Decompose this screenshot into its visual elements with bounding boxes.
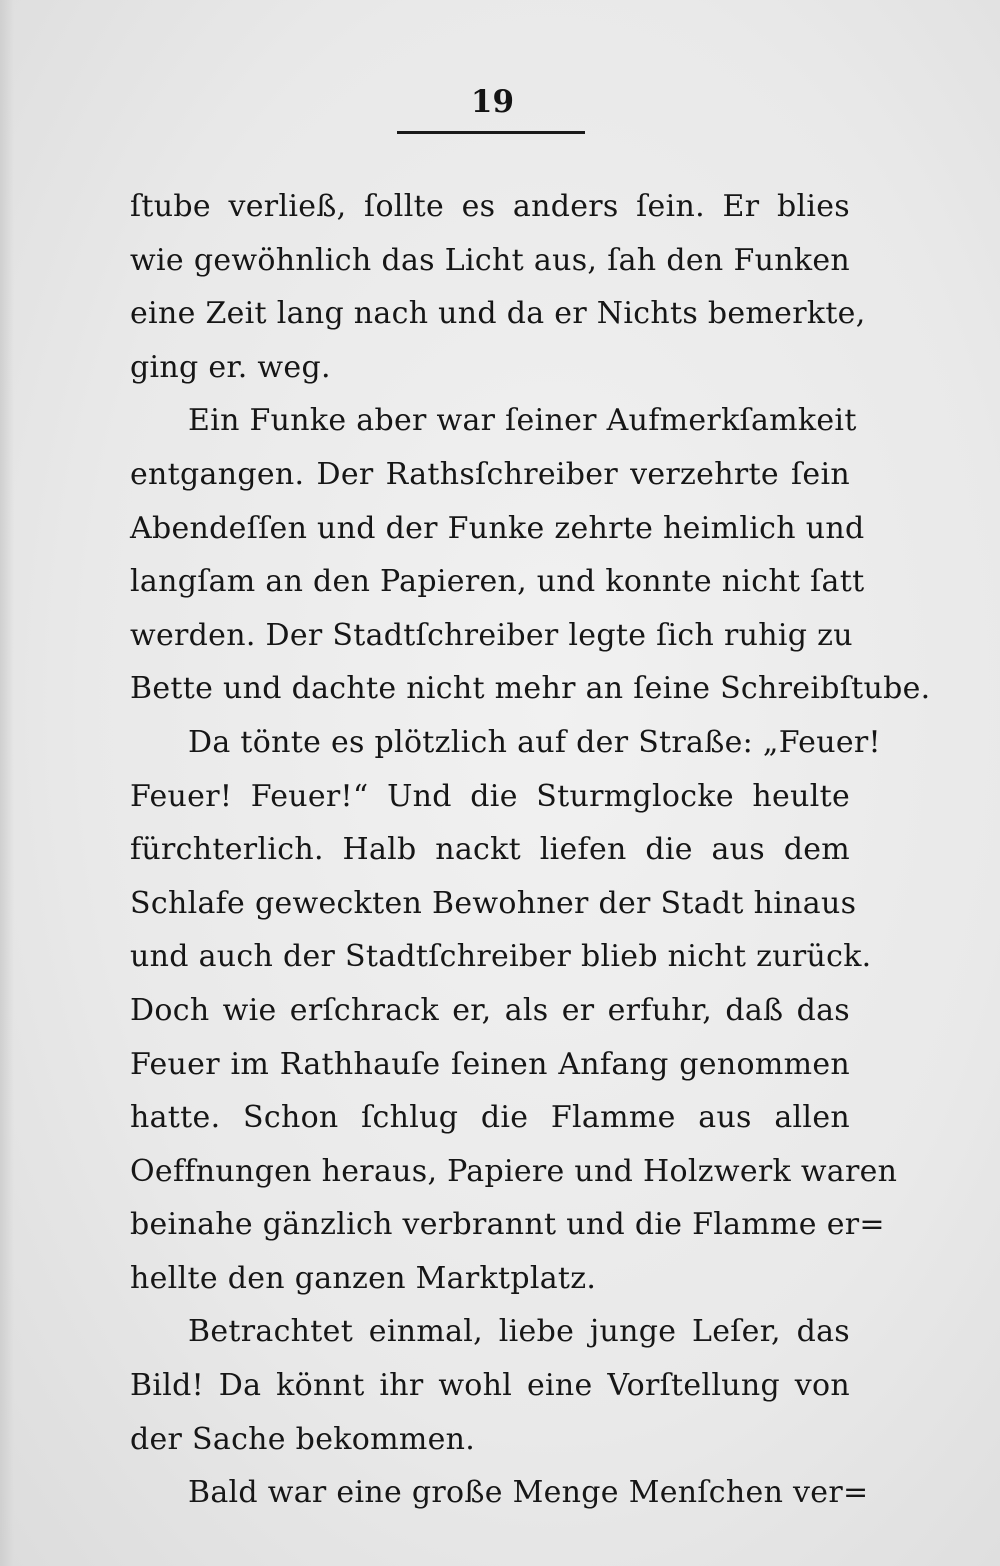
text-line: und auch der Stadtſchreiber blieb nicht zurück. <box>130 939 872 975</box>
text-line: Abendeſſen und der Funke zehrte heimlich und <box>130 510 865 546</box>
paragraph <box>130 1305 850 1466</box>
text-line: wie gewöhnlich das Licht aus, ſah den Funken <box>130 242 850 278</box>
text-line: Doch wie erſchrack er, als er erfuhr, daß das <box>130 992 850 1028</box>
text-line: entgangen. Der Rathsſchreiber verzehrte ſein <box>130 456 850 492</box>
text-line: fürchterlich. Halb nackt liefen die aus dem <box>130 832 850 868</box>
text-line: der Sache bekommen. <box>130 1421 476 1457</box>
text-line: eine Zeit lang nach und da er Nichts bemerkte, <box>130 296 866 332</box>
text-line: langſam an den Papieren, und konnte nicht ſatt <box>130 564 865 600</box>
text-line: werden. Der Stadtſchreiber legte ſich ruhig zu <box>130 617 853 653</box>
paragraph <box>130 716 898 1306</box>
text-line: hellte den ganzen Marktplatz. <box>130 1260 597 1296</box>
header-rule <box>397 131 585 134</box>
text-line: Betrachtet einmal, liebe junge Leſer, das <box>188 1314 850 1350</box>
text-line: Feuer! Feuer!“ Und die Sturmglocke heulte <box>130 778 850 814</box>
text-line: Da tönte es plötzlich auf der Straße: „Feuer! <box>188 724 881 760</box>
text-line: ſtube verließ, ſollte es anders ſein. Er blies <box>130 189 850 224</box>
paragraph <box>130 1466 869 1520</box>
text-line: Feuer im Rathhauſe ſeinen Anfang genommen <box>130 1046 850 1082</box>
text-line: ging er. weg. <box>130 349 331 385</box>
text-line: Bette und dachte nicht mehr an ſeine Schreibſtube. <box>130 671 931 707</box>
text-line: Oeffnungen heraus, Papiere und Holzwerk waren <box>130 1153 898 1189</box>
text-line: Ein Funke aber war ſeiner Aufmerkſamkeit <box>188 403 857 439</box>
page-edge-shadow <box>0 0 14 1566</box>
text-line: beinahe gänzlich verbrannt und die Flamme er= <box>130 1207 885 1243</box>
page-number: 19 <box>470 84 515 120</box>
text-line: Schlafe geweckten Bewohner der Stadt hinaus <box>130 885 857 921</box>
text-line: hatte. Schon ſchlug die Flamme aus allen <box>130 1100 850 1136</box>
text-line: Bild! Da könnt ihr wohl eine Vorſtellung von <box>130 1368 850 1404</box>
text-line: Bald war eine große Menge Menſchen ver= <box>188 1475 869 1511</box>
paragraph <box>130 180 866 394</box>
body-text <box>130 180 931 1520</box>
paragraph <box>130 394 931 716</box>
